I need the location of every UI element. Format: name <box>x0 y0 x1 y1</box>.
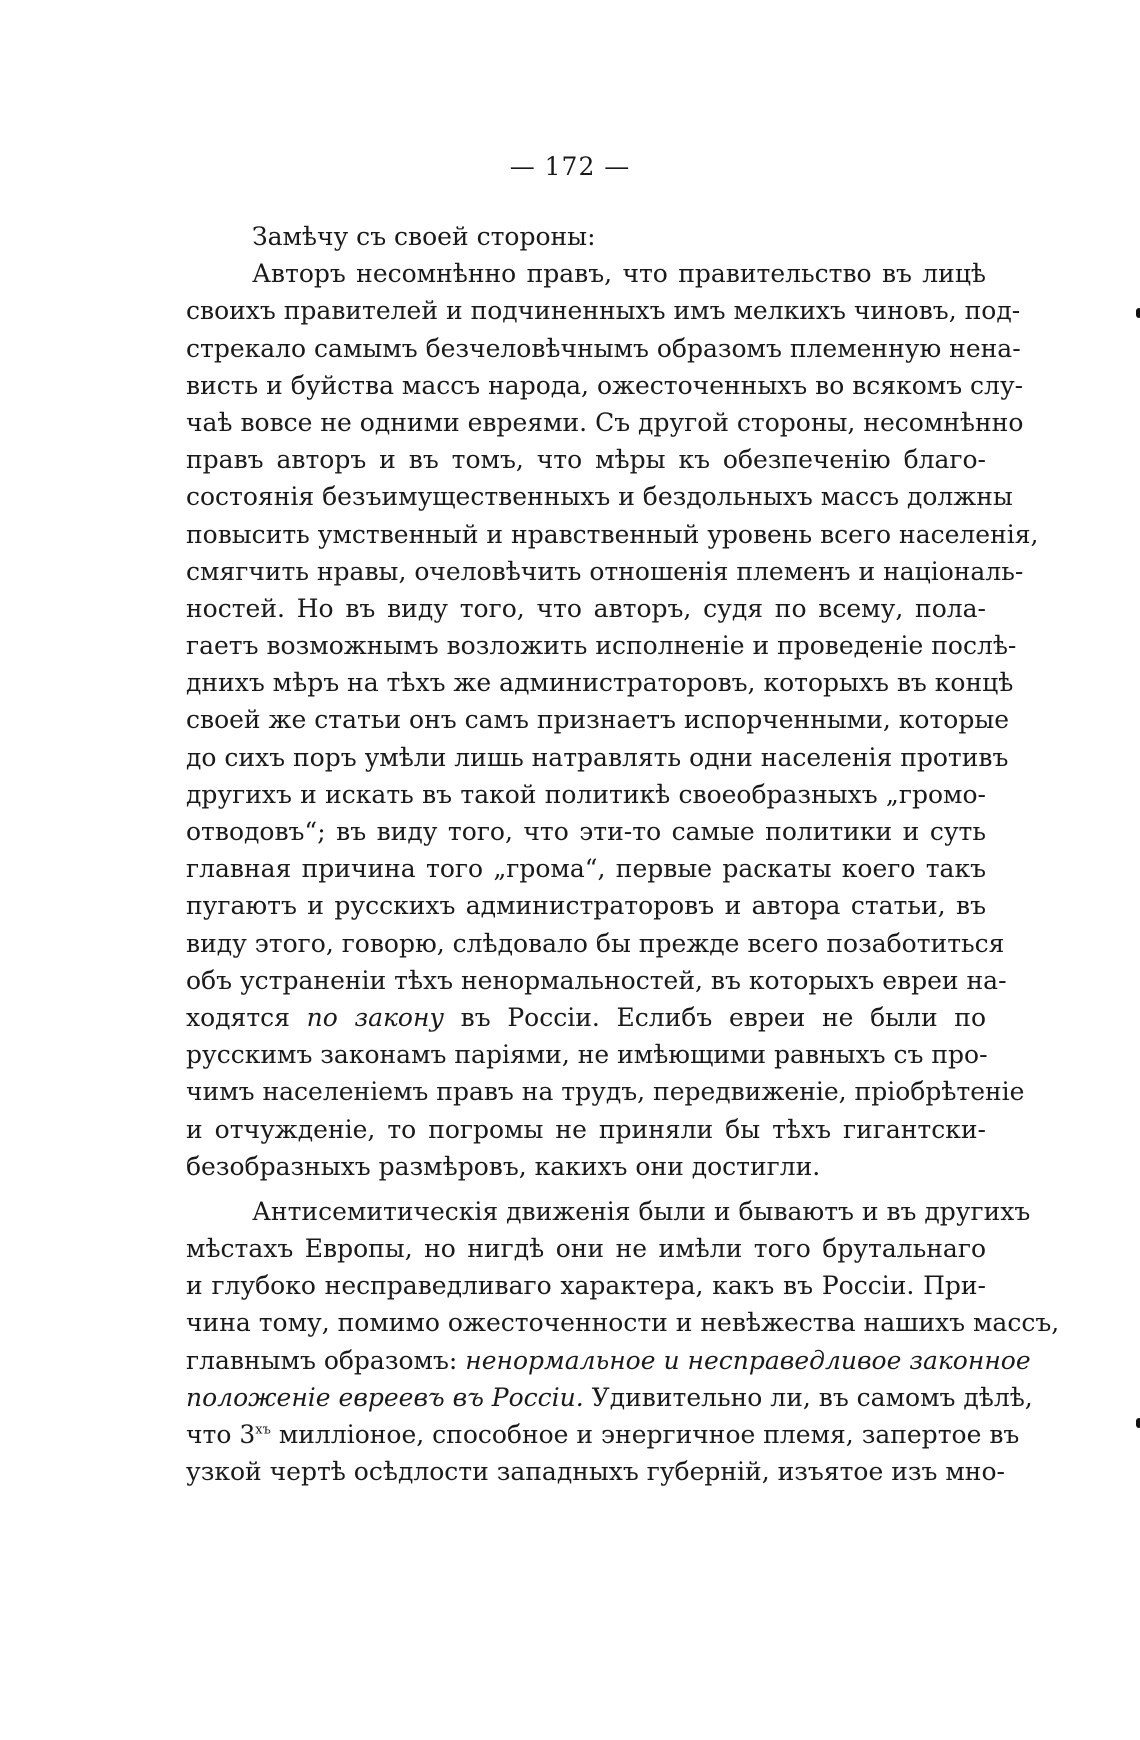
paragraph-line: своихъ правителей и подчиненныхъ имъ мелкихъ чиновъ, под- <box>186 296 1021 326</box>
paragraph-line-mixed <box>186 1379 1033 1416</box>
line-text: что 3 <box>186 1420 256 1449</box>
paragraph-line: правъ авторъ и въ томъ, что мѣры къ обезпеченію благо- <box>186 445 986 475</box>
paragraph-line: отводовъ“; въ виду того, что эти-то самые политики и суть <box>186 817 986 846</box>
paragraph-line: висть и буйства массъ народа, ожесточенныхъ во всякомъ слу- <box>186 370 1024 400</box>
paragraph-line: днихъ мѣръ на тѣхъ же администраторовъ, которыхъ въ концѣ <box>186 668 1014 698</box>
paragraph-line: мѣстахъ Европы, но нигдѣ они не имѣли того брутальнаго <box>186 1234 986 1264</box>
paragraph-line: узкой чертѣ осѣдлости западныхъ губерній, изъятое изъ мно- <box>186 1457 1005 1487</box>
line-text: Удивительно ли, въ самомъ дѣлѣ, <box>591 1382 1033 1412</box>
scan-mark <box>1136 308 1140 318</box>
paragraph-line: безобразныхъ размѣровъ, какихъ они достигли. <box>186 1151 821 1181</box>
paragraph-line: Авторъ несомнѣнно правъ, что правительство въ лицѣ <box>252 259 986 289</box>
italic-emphasis: ненормальное и несправедливое законное <box>465 1345 1031 1375</box>
paragraph-line-mixed <box>186 999 986 1036</box>
paragraph-line: повысить умственный и нравственный уровень всего населенія, <box>186 519 1039 549</box>
paragraph-line: пугаютъ и русскихъ администраторовъ и автора статьи, въ <box>186 891 986 921</box>
line-text: въ Россіи. Еслибъ евреи не были по <box>460 1002 987 1032</box>
paragraph-1-line: Замѣчу съ своей стороны: <box>252 222 596 251</box>
paragraph-line-mixed <box>186 1342 1031 1379</box>
paragraph-line: гаетъ возможнымъ возложить исполненіе и проведеніе послѣ- <box>186 631 1017 661</box>
paragraph-line: стрекало самымъ безчеловѣчнымъ образомъ племенную нена- <box>186 333 1021 363</box>
body-text <box>186 218 1060 1490</box>
page-number: — 172 — <box>509 152 631 181</box>
paragraph-line: русскимъ законамъ паріями, не имѣющими равныхъ съ про- <box>186 1040 988 1070</box>
line-text: главнымъ образомъ: <box>186 1345 458 1375</box>
paragraph-line-mixed <box>186 1416 1020 1453</box>
paragraph-line: и отчужденіе, то погромы не приняли бы тѣхъ гигантски- <box>186 1114 986 1144</box>
paragraph-line: Антисемитическія движенія были и бываютъ и въ другихъ <box>252 1196 1031 1226</box>
paragraph-line: чина тому, помимо ожесточенности и невѣжества нашихъ массъ, <box>186 1308 1060 1338</box>
paragraph-line: чаѣ вовсе не одними евреями. Съ другой стороны, несомнѣнно <box>186 407 1024 437</box>
paragraph-line: состоянія безъимущественныхъ и бездольныхъ массъ должны <box>186 482 1013 512</box>
italic-emphasis: положеніе евреевъ въ Россіи. <box>186 1382 584 1412</box>
scan-mark <box>1136 1418 1140 1428</box>
line-text: ходятся <box>186 1002 290 1032</box>
paragraph-line: объ устраненіи тѣхъ ненормальностей, въ которыхъ евреи на- <box>186 965 1007 995</box>
paragraph-line: главная причина того „грома“, первые раскаты коего такъ <box>186 854 986 884</box>
paragraph-line: другихъ и искать въ такой политикѣ своеобразныхъ „громо- <box>186 779 986 809</box>
line-text: милліоное, способное и энергичное племя, запертое въ <box>278 1420 1020 1449</box>
paragraph-line: своей же статьи онъ самъ признаетъ испорченными, которые <box>186 705 1010 735</box>
paragraph-line: до сихъ поръ умѣли лишь натравлять одни населенія противъ <box>186 742 1009 772</box>
paragraph-line: ностей. Но въ виду того, что авторъ, судя по всему, пола- <box>186 593 986 623</box>
paragraph-line: виду этого, говорю, слѣдовало бы прежде всего позаботиться <box>186 928 1005 958</box>
paragraph-3 <box>186 1193 1060 1491</box>
paragraph-line: смягчить нравы, очеловѣчить отношенія племенъ и національ- <box>186 556 1024 586</box>
paragraph-line: чимъ населеніемъ правъ на трудъ, передвиженіе, пріобрѣтеніе <box>186 1077 1025 1107</box>
paragraph-2 <box>186 255 1039 1185</box>
italic-emphasis: по закону <box>306 1002 444 1032</box>
paragraph-line: и глубоко несправедливаго характера, какъ въ Россіи. При- <box>186 1271 986 1301</box>
superscript: хъ <box>255 1422 271 1438</box>
